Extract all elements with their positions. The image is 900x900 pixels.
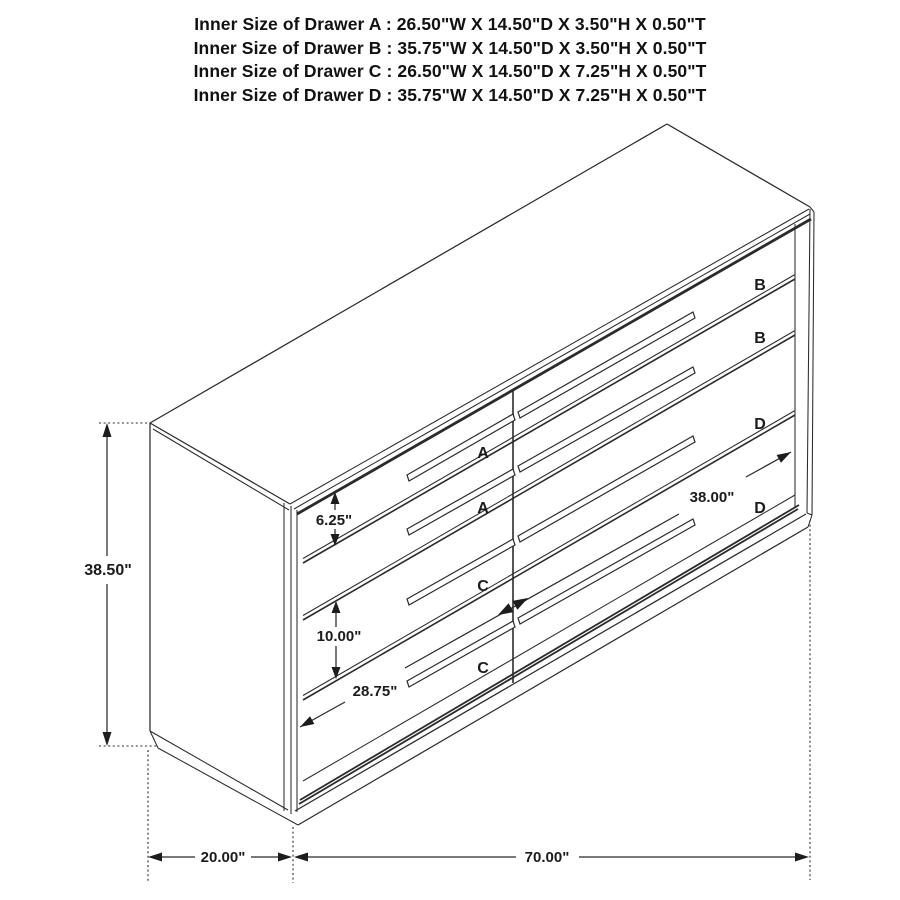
title-line-drawer-c: Inner Size of Drawer C : 26.50"W X 14.50"D X 7.25"H X 0.50"T [193,61,707,81]
drawer-label-a1: A [477,445,489,462]
dim-text-small-drawer: 6.25" [315,512,353,529]
title-line-drawer-b: Inner Size of Drawer B : 35.75"W X 14.50"D X 3.50"H X 0.50"T [193,37,707,58]
title-line-drawer-d: Inner Size of Drawer D : 35.75"W X 14.50"D X 7.25"H X 0.50"T [193,84,707,105]
left-side-panel [150,423,298,825]
drawer-label-b2: B [754,330,766,347]
dim-section-widths [300,452,791,727]
drawer-handle-b1 [518,312,695,418]
drawer-label-a2: A [477,500,489,517]
drawer-label-d1: D [754,416,766,433]
dim-text-overall-depth: 20.00" [200,849,246,866]
dim-large-drawer-height [317,601,362,679]
dim-overall-height [84,423,158,746]
drawer-separators [303,275,795,701]
dim-text-left-section: 28.75" [352,683,398,700]
drawer-handle-c1 [407,539,515,605]
drawer-label-d2: D [754,500,766,517]
dim-text-large-drawer: 10.00" [316,628,362,645]
dim-text-overall-width: 70.00" [524,849,570,866]
drawer-label-c2: C [477,660,489,677]
dim-depth-and-width [148,520,810,883]
dim-text-right-section: 38.00" [689,489,735,506]
drawer-label-c1: C [477,578,489,595]
drawer-label-b1: B [754,277,766,294]
title-line-drawer-a: Inner Size of Drawer A : 26.50"W X 14.50"D X 3.50"H X 0.50"T [194,14,706,34]
dim-text-overall-height: 38.50" [84,562,132,579]
